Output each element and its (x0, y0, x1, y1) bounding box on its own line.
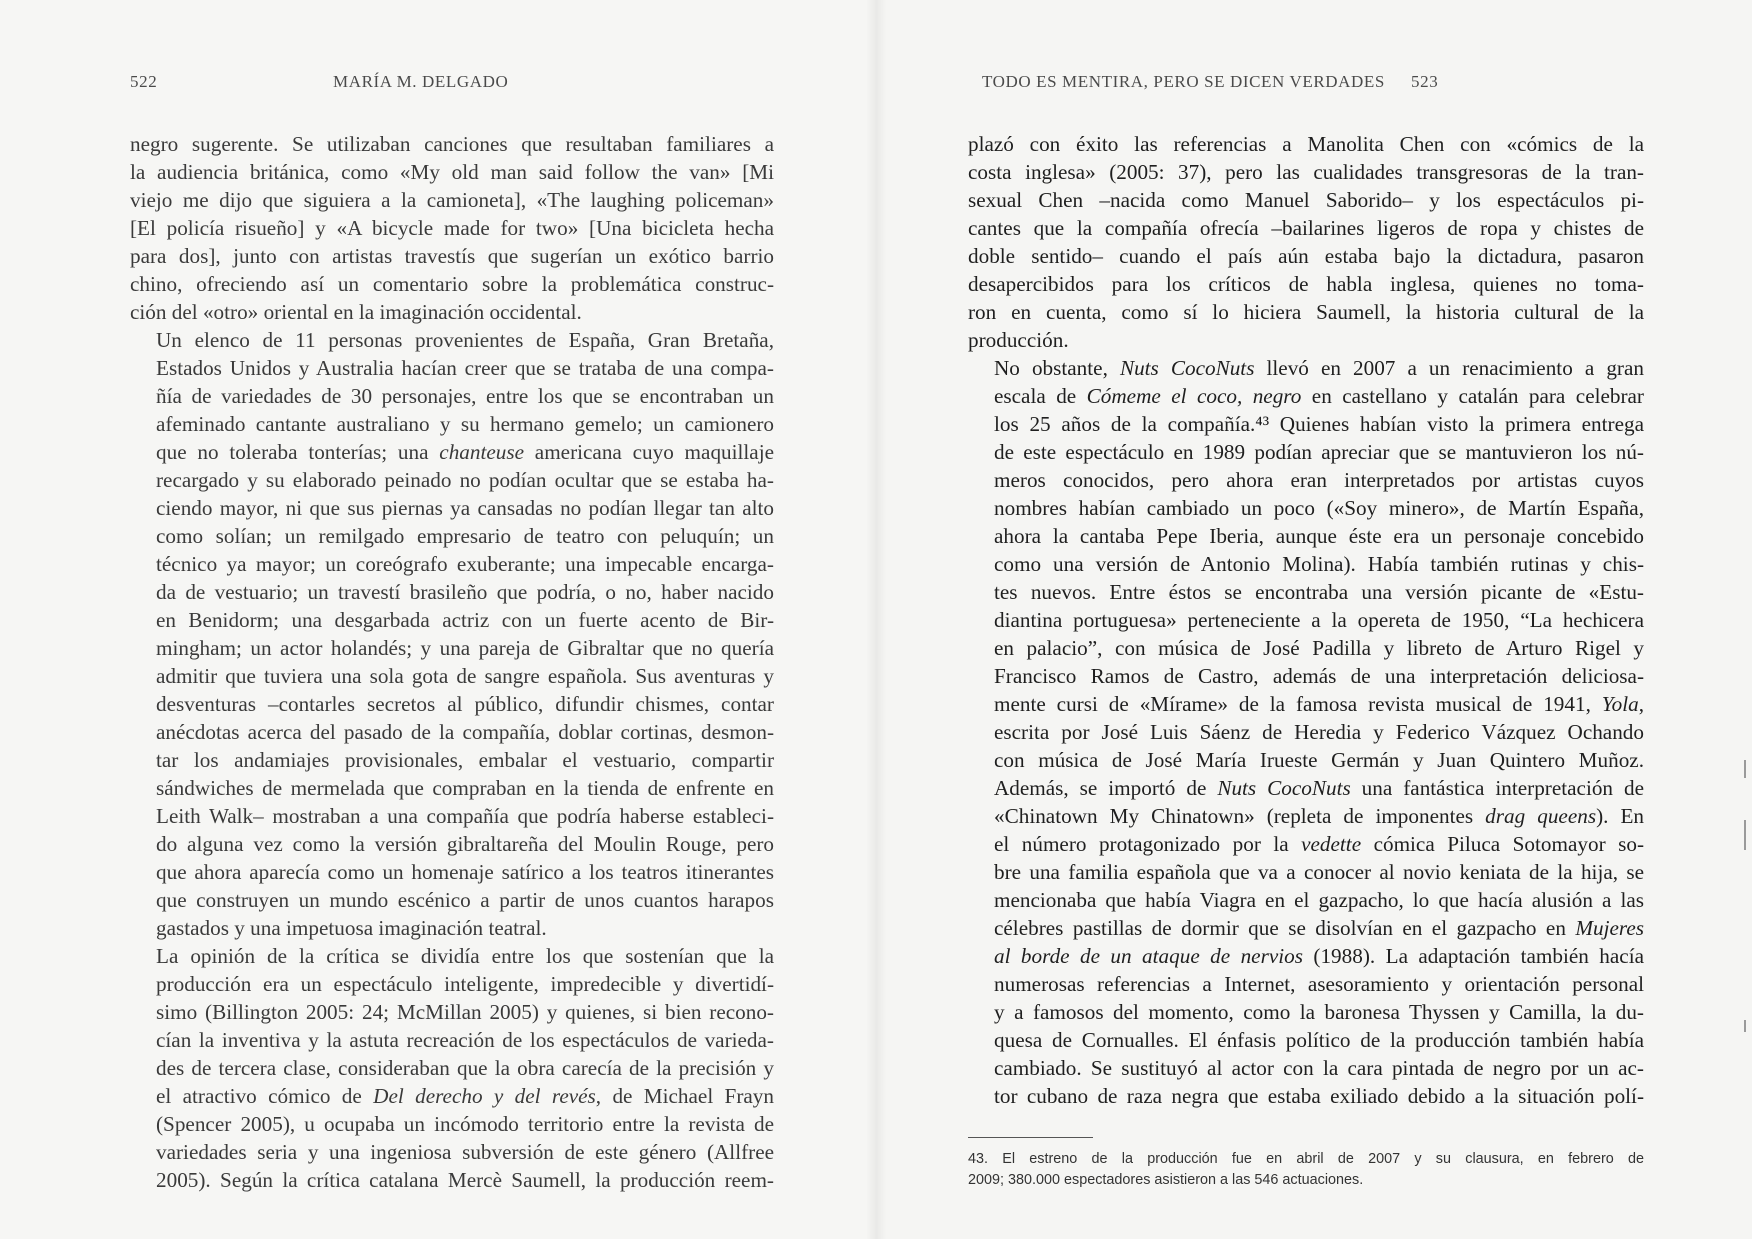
text-line: que construyen un mundo escénico a partir de unos cuantos harapos (156, 888, 774, 912)
text-line: cían la inventiva y la astuta recreación de los espectáculos de varieda- (156, 1028, 774, 1052)
paragraph (130, 130, 774, 326)
text-line: el número protagonizado por la vedette cómica Piluca Sotomayor so- (994, 832, 1644, 856)
text-line: doble sentido– cuando el país aún estaba bajo la dictadura, pasaron (968, 244, 1644, 268)
text-line: da de vestuario; un travestí brasileño que podría, o no, haber nacido (156, 580, 774, 604)
paragraph (130, 942, 774, 1194)
text-line: de este espectáculo en 1989 podían apreciar que se mantuvieron los nú- (994, 440, 1644, 464)
text-line: sexual Chen –nacida como Manuel Saborido– y los espectáculos pi- (968, 188, 1644, 212)
text-line: sándwiches de mermelada que compraban en la tienda de enfrente en (156, 776, 774, 800)
text-line: ciendo mayor, ni que sus piernas ya cansadas no podían llegar tan alto (156, 496, 774, 520)
text-line: Francisco Ramos de Castro, además de una interpretación deliciosa- (994, 664, 1644, 688)
text-line: (Spencer 2005), u ocupaba un incómodo territorio entre la revista de (156, 1112, 774, 1136)
text-line: como solían; un remilgado empresario de teatro con peluquín; un (156, 524, 774, 548)
text-line: mencionaba que había Viagra en el gazpacho, lo que hacía alusión a las (994, 888, 1644, 912)
right-page (876, 0, 1752, 1239)
text-line: numerosas referencias a Internet, asesoramiento y orientación personal (994, 972, 1644, 996)
left-body-text (130, 130, 774, 1194)
text-line: ción del «otro» oriental en la imaginación occidental. (130, 300, 582, 324)
text-line: recargado y su elaborado peinado no podían ocultar que se estaba ha- (156, 468, 774, 492)
text-line: tar los andamiajes provisionales, embalar el vestuario, compartir (156, 748, 774, 772)
text-line: cantes que la compañía ofrecía –bailarines ligeros de ropa y chistes de (968, 216, 1644, 240)
text-line: escala de Cómeme el coco, negro en castellano y catalán para celebrar (994, 384, 1644, 408)
text-line: técnico ya mayor; un coreógrafo exuberante; una impecable encarga- (156, 552, 774, 576)
text-line: chino, ofreciendo así un comentario sobre la problemática construc- (130, 272, 774, 296)
text-line: meros conocidos, pero ahora eran interpretados por artistas cuyos (994, 468, 1644, 492)
footnote (968, 1149, 1644, 1191)
text-line: nombres habían cambiado un poco («Soy minero», de Martín España, (994, 496, 1644, 520)
paragraph (130, 326, 774, 942)
text-line: Leith Walk– mostraban a una compañía que podría haberse estableci- (156, 804, 774, 828)
text-line: do alguna vez como la versión gibraltareña del Moulin Rouge, pero (156, 832, 774, 856)
text-line: para dos], junto con artistas travestís que sugerían un exótico barrio (130, 244, 774, 268)
text-line: los 25 años de la compañía.⁴³ Quienes habían visto la primera entrega (994, 412, 1644, 436)
text-line: «Chinatown My Chinatown» (repleta de imponentes drag queens). En (994, 804, 1644, 828)
text-line: la audiencia británica, como «My old man said follow the van» [Mi (130, 160, 774, 184)
footnote-line: 2009; 380.000 espectadores asistieron a las 546 actuaciones. (968, 1172, 1364, 1188)
text-line: Un elenco de 11 personas provenientes de España, Gran Bretaña, (156, 328, 774, 352)
text-line: diantina portuguesa» perteneciente a la opereta de 1950, “La hechicera (994, 608, 1644, 632)
text-line: quesa de Cornualles. El énfasis político de la producción también había (994, 1028, 1644, 1052)
text-line: producción era un espectáculo inteligente, impredecible y divertidí- (156, 972, 774, 996)
text-line: [El policía risueño] y «A bicycle made for two» [Una bicicleta hecha (130, 216, 774, 240)
text-line: ñía de variedades de 30 personajes, entre los que se encontraban un (156, 384, 774, 408)
text-line: producción. (968, 328, 1069, 352)
text-line: con música de José María Irueste Germán y Juan Quintero Muñoz. (994, 748, 1644, 772)
page-edge-mark (1744, 820, 1746, 850)
text-line: viejo me dijo que siguiera a la camioneta], «The laughing policeman» (130, 188, 774, 212)
text-line: variedades seria y una ingeniosa subversión de este género (Allfree (156, 1140, 774, 1164)
text-line: bre una familia española que va a conocer al novio keniata de la hija, se (994, 860, 1644, 884)
paragraph (968, 354, 1644, 1110)
left-page-number: 522 (130, 72, 158, 91)
text-line: admitir que tuviera una sola gota de sangre española. Sus aventuras y (156, 664, 774, 688)
text-line: Además, se importó de Nuts CocoNuts una fantástica interpretación de (994, 776, 1644, 800)
right-body-text (968, 130, 1644, 1110)
text-line: en palacio”, con música de José Padilla y libreto de Arturo Rigel y (994, 636, 1644, 660)
text-line: como una versión de Antonio Molina). Había también rutinas y chis- (994, 552, 1644, 576)
text-line: afeminado cantante australiano y su hermano gemelo; un camionero (156, 412, 774, 436)
text-line: La opinión de la crítica se dividía entre los que sostenían que la (156, 944, 774, 968)
text-line: desapercibidos para los críticos de habla inglesa, quienes no toma- (968, 272, 1644, 296)
text-line: que ahora aparecía como un homenaje satírico a los teatros itinerantes (156, 860, 774, 884)
text-line: mingham; un actor holandés; y una pareja de Gibraltar que no quería (156, 636, 774, 660)
text-line: costa inglesa» (2005: 37), pero las cualidades transgresoras de la tran- (968, 160, 1644, 184)
text-line: que no toleraba tonterías; una chanteuse americana cuyo maquillaje (156, 440, 774, 464)
text-line: desventuras –contarles secretos al público, difundir chismes, contar (156, 692, 774, 716)
text-line: simo (Billington 2005: 24; McMillan 2005) y quienes, si bien recono- (156, 1000, 774, 1024)
text-line: ahora la cantaba Pepe Iberia, aunque éste era un personaje concebido (994, 524, 1644, 548)
text-line: gastados y una impetuosa imaginación teatral. (156, 916, 547, 940)
text-line: ron en cuenta, como sí lo hiciera Saumell, la historia cultural de la (968, 300, 1644, 324)
text-line: al borde de un ataque de nervios (1988). La adaptación también hacía (994, 944, 1644, 968)
text-line: cambiado. Se sustituyó al actor con la cara pintada de negro por un ac- (994, 1056, 1644, 1080)
left-running-head: MARÍA M. DELGADO (333, 72, 509, 91)
book-gutter (866, 0, 886, 1239)
text-line: No obstante, Nuts CocoNuts llevó en 2007 a un renacimiento a gran (994, 356, 1644, 380)
footnote-rule (968, 1137, 1093, 1138)
text-line: y a famosos del momento, como la baronesa Thyssen y Camilla, la du- (994, 1000, 1644, 1024)
text-line: mente cursi de «Mírame» de la famosa revista musical de 1941, Yola, (994, 692, 1644, 716)
text-line: plazó con éxito las referencias a Manolita Chen con «cómics de la (968, 132, 1644, 156)
text-line: 2005). Según la crítica catalana Mercè Saumell, la producción reem- (156, 1168, 774, 1192)
paragraph (968, 130, 1644, 354)
text-line: des de tercera clase, consideraban que la obra carecía de la precisión y (156, 1056, 774, 1080)
text-line: Estados Unidos y Australia hacían creer que se trataba de una compa- (156, 356, 774, 380)
text-line: negro sugerente. Se utilizaban canciones que resultaban familiares a (130, 132, 774, 156)
text-line: en Benidorm; una desgarbada actriz con un fuerte acento de Bir- (156, 608, 774, 632)
text-line: tor cubano de raza negra que estaba exiliado debido a la situación polí- (994, 1084, 1644, 1108)
page-edge-mark (1744, 760, 1746, 778)
text-line: escrita por José Luis Sáenz de Heredia y Federico Vázquez Ochando (994, 720, 1644, 744)
right-running-head: TODO ES MENTIRA, PERO SE DICEN VERDADES (982, 72, 1385, 91)
text-line: célebres pastillas de dormir que se disolvían en el gazpacho en Mujeres (994, 916, 1644, 940)
footnote-line: 43. El estreno de la producción fue en abril de 2007 y su clausura, en febrero de (968, 1151, 1644, 1167)
text-line: anécdotas acerca del pasado de la compañía, doblar cortinas, desmon- (156, 720, 774, 744)
text-line: tes nuevos. Entre éstos se encontraba una versión picante de «Estu- (994, 580, 1644, 604)
page-edge-mark (1744, 1020, 1746, 1032)
text-line: el atractivo cómico de Del derecho y del revés, de Michael Frayn (156, 1084, 774, 1108)
right-page-number: 523 (1411, 72, 1439, 91)
